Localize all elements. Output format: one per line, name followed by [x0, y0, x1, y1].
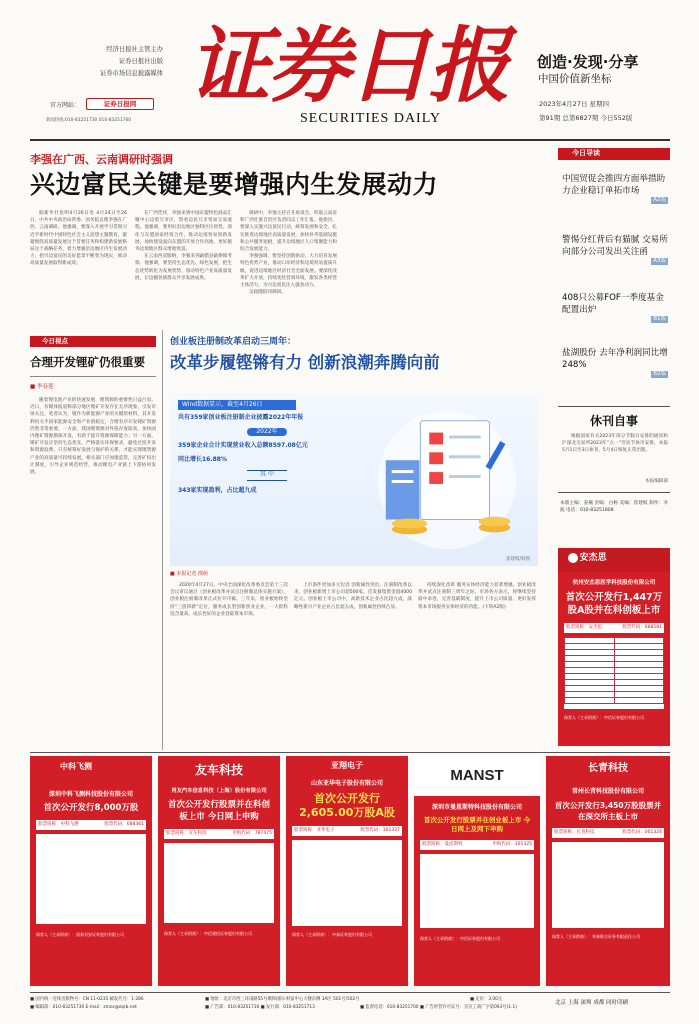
commentary-rule: [30, 376, 156, 377]
site-logo[interactable]: [86, 98, 154, 110]
ad-code: 申购代码：787475: [232, 831, 272, 837]
ad-code-label: 股票简称：安杰思: [566, 625, 602, 631]
lead-para-1: 据新华社昆明4月26日电 4月24日至26日，中共中央政治局常委、国务院总理李强在广西、云南调研。他强调，要深入开展学习贯彻习近平新时代中国特色社会主义思想主题教育，紧紧围绕高质量发展这个首要任务和构建新发展格局这个战略任务，着力增强沿边地区内生发展动力，把兴边富民的美好愿景不断变为现实，推动高质量发展取得新成效。: [30, 211, 127, 267]
ad-code-box: [164, 829, 274, 839]
lead-headline: 兴边富民关键是要增强内生发展动力: [30, 170, 439, 199]
ad-yahua[interactable]: [286, 756, 408, 986]
ad-table: [164, 843, 274, 923]
sidebar-item-title: 中国贸促会推四方面举措助力企业稳订单拓市场: [562, 174, 666, 196]
ad-brand: [558, 548, 670, 572]
commentary-label: 今日视点: [42, 337, 68, 345]
ad-anjiesi[interactable]: [558, 548, 670, 746]
ad-company: 深圳市曼恩斯特科技股份有限公司: [431, 804, 522, 811]
sidebar-item[interactable]: [562, 292, 668, 322]
ad-code-box: [564, 623, 664, 633]
feature-kicker: 创业板注册制改革启动三周年：: [170, 337, 297, 347]
notice-title: 休刊自事: [589, 414, 638, 428]
ad-footer: 保荐人（主承销商）：国泰君安证券股份有限公司: [36, 932, 124, 938]
report-illustration: [366, 400, 534, 560]
ad-table: [36, 834, 146, 924]
ad-table: [552, 842, 664, 928]
lead-para-2: 在广西凭祥，李强来到中国东盟特色商品汇聚中心边贸互市区，察看边民互市贸易交易流程。他强调，要用好沿边地区独特区位优势，深化与东盟国家经贸合作，推动边境贸易创新发展，加快建设面向东盟的开放合作高地，更好服务边境地区群众增收致富。: [135, 211, 232, 253]
masthead: [0, 0, 699, 140]
ad-changqing[interactable]: [546, 756, 670, 986]
lead-para-3: 在云南西双版纳，李强来到勐腊县勐捧镇考察。他强调，要坚持生态优先、绿色发展，把生态优势转化为发展优势，推动特色产业高质量发展，让边疆各族群众共享发展成果。: [135, 254, 232, 281]
ad-code-label: 股票简称：友车科技: [166, 831, 207, 837]
commentary-title: 合理开发锂矿仍很重要: [30, 355, 145, 369]
ad-brand-name: 中科飞测: [60, 762, 92, 771]
ad-footer: 保荐人（主承销商）：中信证券股份有限公司: [420, 936, 500, 942]
ad-code: 股票代码：001324: [622, 829, 662, 835]
infobox-line-2: 2022年: [247, 428, 287, 436]
feature-byline: ■ 本报记者 邢萌: [170, 571, 208, 577]
ad-code-box: [36, 820, 146, 830]
ad-code-label: 股票简称：中科飞测: [38, 822, 79, 828]
footer-license: ■ 监督电话：010-83251700 ■ 广告经营许可证号：京宣工商广字第093号(1-1): [360, 1005, 517, 1010]
ad-schedule-table: [564, 637, 664, 704]
site-logo-text: 证券日报网: [103, 100, 137, 108]
footer-rule: [30, 992, 670, 993]
ad-logo-icon: [568, 553, 578, 563]
infobox-title: Wind数据显示，截至4月26日: [178, 400, 296, 410]
infobox-line-1: 共有359家创业板注册制企业披露2022年年报: [178, 414, 304, 422]
feature-col-2: 上市条件更加多元包容 创新属性突出。注册制改革以来，创业板新增上市公司超500家，首发募集资金超4000亿元。创业板上市公司中，高新技术企业占比超九成，战略性新兴产业企业占比超五成，创新属性持续凸显。: [294, 583, 412, 610]
ad-footer: 保荐人（主承销商）：中泰证券股份有限公司: [292, 931, 372, 937]
ad-brand-name: 长青科技: [588, 763, 628, 774]
ad-code-label: 股票简称：长青科技: [554, 829, 595, 835]
feature-col-3: 持续深化改革 服务实体经济能力显著增强。创业板改革并试点注册制三周年之际，市场各方表示，将继续坚持稳中求进，完善基础制度，提升上市公司质量，更好发挥资本市场服务实体经济的功能。(下转A2版): [418, 583, 536, 610]
feature-headline: 改革步履铿锵有力 创新浪潮奔腾向前: [170, 353, 440, 373]
sidebar-item[interactable]: [562, 234, 668, 264]
lead-para-5: 李强强调，要坚持创新驱动，大力培育发展特色优势产业，推动口岸经济和边境贸易提质升级，促进边境地区经济社会全面发展。要深化改革扩大开放，持续优化营商环境，激发各类经营主体活力，为兴边富民注入强劲动力。: [240, 254, 337, 289]
masthead-line-2: 证券日报社出版: [118, 58, 163, 65]
ad-code: 股票代码：688581: [622, 625, 662, 631]
footer-left: ■ 国内统一连续出版物号：CN 11-0235 邮发代号：1-286: [30, 997, 144, 1002]
lead-body: [30, 210, 547, 310]
footer-print: 北京 上海 深圳 成都 同时印刷: [555, 1000, 628, 1006]
today-label-bar: [558, 148, 670, 160]
sidebar-item[interactable]: [562, 347, 668, 377]
ad-headline: 首次公开发行股票并在创业板上市 今日网上及网下申购: [423, 816, 531, 834]
ad-youche[interactable]: [158, 756, 280, 986]
ad-footer: 保荐人（主承销商）：华泰联合证券有限责任公司: [552, 933, 640, 939]
ad-headline: 首次公开发行3,450万股股票并在深交所主板上市: [554, 800, 662, 821]
infobox-line-5: 其 中: [247, 470, 287, 480]
masthead-title: 证券日报: [188, 18, 508, 114]
ad-code-label: 股票简称：曼恩斯特: [422, 842, 463, 848]
notice-body: 根据国家有关2023年部分节假日安排的通知和沪深北交易所2023年“五一”劳动节休市安排，本报5月1日至3日休刊，5月4日恢复正常出版。: [562, 434, 668, 454]
masthead-title-en: SECURITIES DAILY: [300, 111, 441, 126]
sidebar: [558, 148, 670, 548]
ad-table: [292, 840, 402, 926]
slogan: 创造·发现·分享: [537, 53, 639, 71]
sidebar-item-title: 盐湖股份 去年净利润同比增248%: [562, 348, 668, 370]
infobox-line-6: 343家实现盈利，占比超九成: [178, 486, 257, 494]
ad-zhongke[interactable]: [30, 756, 152, 986]
sidebar-item-title: 警惕分红背后有猫腻 交易所向部分公司发出关注函: [562, 235, 668, 257]
ad-code: 股票代码：688361: [104, 822, 144, 828]
ad-table: [564, 637, 664, 709]
ad-code-label: 股票简称：亚华电子: [294, 827, 335, 833]
lead-para-4: 调研中，李强主持召开座谈会，听取云南省和广西壮族自治区负责同志工作汇报。他指出，要深入实施兴边富民行动，统筹发展和安全，扎实推进边境地区高质量发展，加快补齐基础设施和公共服务短板，提升边境地区人口集聚能力和综合发展能力。: [240, 211, 337, 253]
sidebar-item-page: B2版: [653, 371, 666, 377]
hotline: 新闻热线:010-83251730 010-83251760: [46, 118, 132, 123]
commentary: [30, 336, 156, 746]
masthead-rule: [30, 139, 670, 141]
ad-brand-name: 安杰思: [579, 553, 607, 563]
ad-headline: 首次公开发行8,000万股: [43, 802, 139, 813]
ad-footer: 保荐人（主承销商）：中信证券股份有限公司: [564, 715, 644, 721]
infobox: [178, 400, 356, 495]
ad-table: [420, 854, 534, 928]
infobox-line-4: 同比增长16.88%: [178, 456, 227, 464]
ad-company: 用友汽车信息科技（上海）股份有限公司: [171, 788, 267, 795]
feature-graphic: [170, 394, 538, 566]
sidebar-item[interactable]: [562, 173, 668, 203]
issue-number: 第91期 总第6827期 今日552版: [539, 114, 633, 122]
commentary-author: ■ 李春莲: [30, 383, 54, 390]
footer: [30, 996, 670, 1020]
ad-company: 杭州安杰思医学科技股份有限公司: [572, 580, 656, 586]
masthead-left-lines: [53, 44, 163, 80]
column-divider: [162, 330, 163, 750]
ad-code-box: [292, 826, 402, 836]
sidebar-item-page: A2版: [653, 197, 666, 203]
ad-brand-name: 友车科技: [194, 763, 243, 777]
footer-editorial: ■ 编辑部：010-83251730 E-mail：zmzx@zqrb.net: [30, 1005, 137, 1010]
ad-footer: 保荐人（主承销商）：中信建投证券股份有限公司: [164, 931, 252, 937]
footer-ads: ■ 广告部：010-83251716 ■ 发行部：010-83251713: [205, 1005, 315, 1010]
ad-brand-header: [414, 756, 540, 796]
ad-code: 申购代码：301325: [492, 842, 532, 848]
lead-kicker: 李强在广西、云南调研时强调: [30, 153, 173, 166]
masthead-line-3: 证券市场信息披露媒体: [100, 70, 163, 77]
feature-col-1: 2020年4月27日，中央全面深化改革委员会第十三次会议审议通过《创业板改革并试点注册制总体实施方案》，创业板注册制改革正式拉开序幕。三年来，创业板始终坚持“三创四新”定位，服务成长型创新创业企业，一大批科技含量高、成长性好的企业登陆资本市场。: [170, 583, 288, 617]
notice-sign: 本报编辑部: [645, 479, 668, 484]
today-label: 今日导读: [572, 149, 600, 157]
ad-brand-name: 亚翔电子: [331, 761, 363, 770]
ad-company: 山东亚华电子股份有限公司: [310, 779, 383, 787]
ad-headline: 首次公开发行2,605.00万股A股: [299, 791, 395, 819]
sidebar-divider-2: [558, 492, 670, 493]
footer-price: ■ 定价：3.00元: [470, 997, 503, 1002]
commentary-label-bar: [30, 336, 156, 347]
sidebar-item-page: B1版: [653, 316, 666, 322]
site-label: 官方网站：: [50, 102, 81, 109]
editors-line: 本版主编：姜楠 责编：白杨 美编：崔建岐 制作：李波 电话：010-83251808: [560, 501, 668, 514]
masthead-line-1: 经济日报社主管主办: [106, 46, 163, 53]
ad-company: 深圳中科飞测科技股份有限公司: [48, 790, 133, 798]
infobox-line-3: 359家企业合计实现营业收入总额8597.08亿元: [178, 442, 308, 450]
ad-code: 股票代码：301337: [360, 827, 400, 833]
ad-brand-name: MANST: [450, 767, 504, 784]
ad-code-box: [552, 828, 664, 838]
ad-company: 常州长青科技股份有限公司: [571, 787, 644, 795]
sidebar-item-title: 408只公募FOF一季度基金配置出炉: [562, 293, 664, 315]
lead-para-6: 吴政隆陪同调研。: [249, 290, 286, 296]
sidebar-divider: [558, 406, 670, 407]
footer-addr: ■ 地址：北京市西三环南路55号顺和国际·财富中心大楼东侧 3A区 501号/502号: [205, 997, 360, 1002]
ad-code-box: [420, 840, 534, 850]
feature: [170, 336, 548, 746]
slogan-sub: 中国价值新坐标: [538, 73, 612, 85]
issue-date: 2023年4月27日 星期四: [539, 100, 610, 108]
commentary-body: 随着锂电池产业的快速发展，锂资源的重要性日益凸显。近日，有媒体报道称部分地区锂矿开发存在无序现象，引发市场关注。笔者认为，锂作为新能源产业的关键原材料，其开发利用关乎国家能源安全和产业链稳定，合理有序开发锂矿资源仍然非常重要。一方面，我国锂资源对外依存度较高，加快国内锂矿资源勘探开发，有助于提升资源保障能力；另一方面，锂矿开发应坚持生态优先，严格落实环保要求，避免过度开采和资源浪费。只有统筹好发展与保护的关系，才能实现锂资源产业的高质量可持续发展。相关部门应加强监管，完善矿权出让制度，引导企业规范经营，推动锂电产业链上下游协同发展。: [30, 397, 156, 475]
ad-manst[interactable]: [414, 756, 540, 986]
ads-rule: [30, 752, 670, 753]
ad-headline: 首次公开发行1,447万股A股并在科创板上市: [565, 592, 663, 617]
photo-credit: 崔建岐/制图: [505, 556, 530, 562]
ad-headline: 首次公开发行股票并在科创板上市 今日网上申购: [168, 800, 271, 823]
sidebar-item-page: A3版: [653, 258, 666, 264]
